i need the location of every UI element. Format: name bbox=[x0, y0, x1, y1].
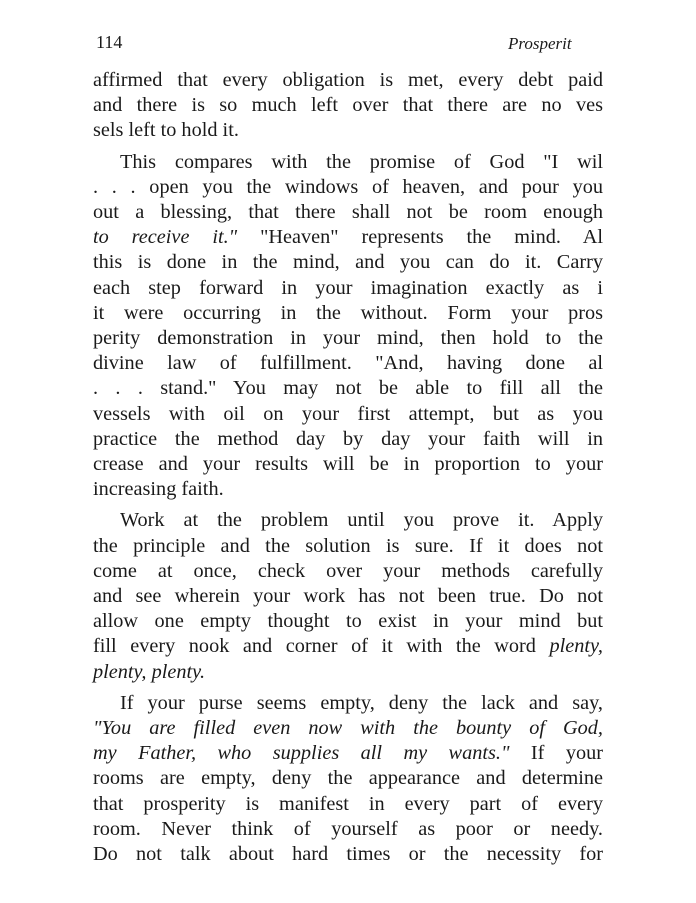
italic-span: to receive it." bbox=[93, 226, 238, 249]
paragraph bbox=[93, 150, 603, 503]
text-line-mixed bbox=[93, 225, 603, 250]
text-line-italic bbox=[93, 660, 603, 685]
text-line: each step forward in your imagination exactly as i bbox=[93, 276, 603, 299]
text-line: affirmed that every obligation is met, every debt paid bbox=[93, 69, 603, 91]
text-line: out a blessing, that there shall not be room enough bbox=[93, 201, 603, 224]
paragraph bbox=[93, 508, 603, 684]
text-line: If your purse seems empty, deny the lack and say, bbox=[120, 691, 603, 714]
text-span: If your bbox=[509, 742, 603, 765]
text-line-mixed bbox=[93, 634, 603, 659]
text-line: practice the method day by day your faith will in bbox=[93, 427, 603, 450]
paragraph bbox=[93, 691, 603, 867]
text-line: it were occurring in the without. Form your pros bbox=[93, 301, 603, 324]
paragraph bbox=[93, 68, 603, 144]
body-text bbox=[93, 68, 603, 867]
text-line: perity demonstration in your mind, then hold to the bbox=[93, 327, 603, 350]
text-line-mixed bbox=[93, 741, 603, 766]
text-line-italic bbox=[93, 716, 603, 741]
text-line: divine law of fulfillment. "And, having done al bbox=[93, 352, 603, 375]
text-line: Do not talk about hard times or the necessity for bbox=[93, 843, 603, 866]
text-line: come at once, check over your methods carefully bbox=[93, 559, 603, 582]
text-line: crease and your results will be in proportion to your bbox=[93, 453, 603, 476]
text-line: allow one empty thought to exist in your mind but bbox=[93, 610, 603, 633]
italic-span: my Father, who supplies all my wants." bbox=[93, 742, 510, 765]
text-line: that prosperity is manifest in every part of every bbox=[93, 792, 603, 815]
text-line: vessels with oil on your first attempt, but as you bbox=[93, 402, 603, 425]
text-line: and there is so much left over that there are no ves bbox=[93, 94, 603, 117]
text-line: . . . open you the windows of heaven, and pour you bbox=[93, 175, 603, 198]
text-line: . . . stand." You may not be able to fill all the bbox=[93, 377, 603, 400]
italic-span: plenty, bbox=[549, 635, 603, 658]
running-head bbox=[96, 32, 696, 56]
text-line: the principle and the solution is sure. If it does not bbox=[93, 534, 603, 557]
text-line: Work at the problem until you prove it. Apply bbox=[120, 509, 603, 532]
running-title: Prosperit bbox=[508, 34, 572, 53]
text-line: sels left to hold it. bbox=[93, 119, 239, 142]
text-line: this is done in the mind, and you can do it. Carry bbox=[93, 251, 603, 274]
italic-span: plenty, plenty. bbox=[93, 660, 206, 683]
page-number: 114 bbox=[96, 32, 123, 52]
text-span: fill every nook and corner of it with the word bbox=[93, 635, 550, 658]
text-line: rooms are empty, deny the appearance and determine bbox=[93, 767, 603, 790]
italic-span: "You are filled even now with the bounty of God, bbox=[93, 717, 603, 740]
text-line: and see wherein your work has not been true. Do not bbox=[93, 585, 603, 608]
text-line: This compares with the promise of God "I wil bbox=[120, 150, 603, 173]
text-span: "Heaven" represents the mind. Al bbox=[237, 226, 603, 249]
text-line: room. Never think of yourself as poor or needy. bbox=[93, 817, 603, 840]
text-line: increasing faith. bbox=[93, 478, 224, 501]
